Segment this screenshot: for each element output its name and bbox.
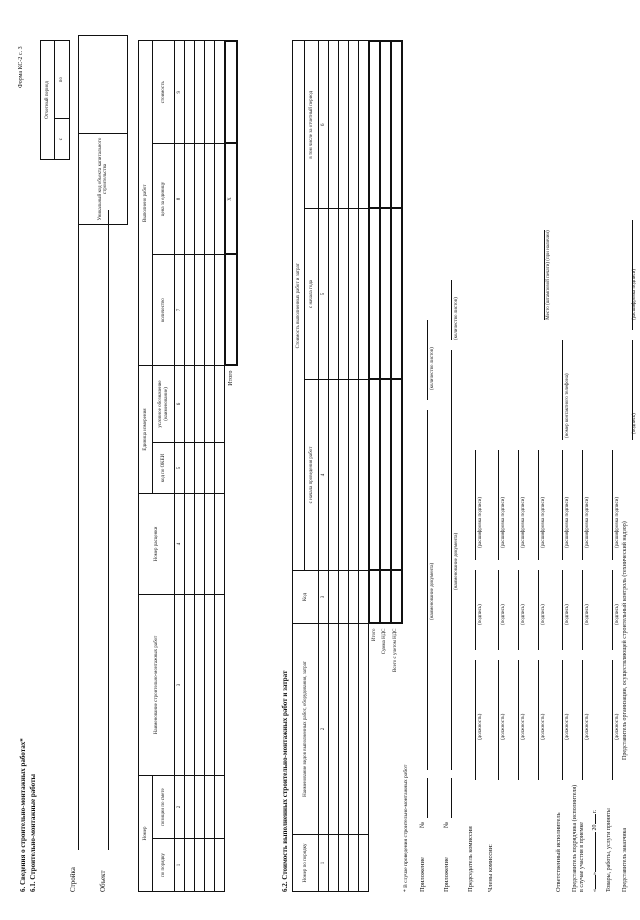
period-to: по [55,41,70,119]
stroika-label: Стройка [69,867,77,892]
object-label: Объект [99,870,107,892]
table-row [205,41,215,892]
th-62-from-start-year: с начала года [305,209,319,380]
stroika-line [78,210,79,850]
attachment-1-num: № [419,821,426,828]
total-vat-row [391,41,402,892]
reporting-period-box [40,40,70,160]
attachment-2-label: Приложение [443,857,450,892]
stamp-caption: Место (штамповой печати) (при наличии) [546,230,551,320]
table-row [215,41,225,892]
table-row [359,41,369,892]
th-by-order: по порядку [153,839,175,892]
responsible-label: Ответственный исполнитель [555,812,562,892]
table-row [185,41,195,892]
attachment-1-label: Приложение [419,857,426,892]
row-total: Итого [371,628,377,642]
period-from: с [55,119,70,160]
table-row [329,41,339,892]
table-cost-summary [292,40,403,892]
table-construction-works [138,40,238,892]
vat-row [380,41,391,892]
th-62-cost-group: Стоимость выполненных работ и затрат [293,41,305,571]
table-total-row [225,41,237,892]
row-total-vat: Всего с учетом НДС [393,628,399,673]
contractor-rep-label: Представитель подрядчика (исполнителя) в случае участия в приемке [572,784,586,892]
section6-title: 6. Сведения о строительно-монтажных работах* [19,738,27,892]
th-number: Номер [139,776,153,892]
rotated-form-content: 6. Сведения о строительно-монтажных работах* 6.1. Строительно-монтажные работы Форма КС-2 с. 3 Отчетный период с по Стройка Объект Уникальный код объекта капитального строительства Номер Наименование строительно-монтажных работ Номер расценки Единица измерения Выполнено работ по порядку позиции по смете код по ОКЕИ условное обозначение (наименование) количество цена за единицу стоимость 1 2 3 4 5 6 7 8 9 Итого Х 6.2. Стоимость выполненных строительно-монтажных работ и затрат Номер по порядку Наименование видов выполненных работ, оборудования, затрат Код Стоимость выполненных работ и затрат с начала проведения работ с начала года в том числе за отчетный период 1 2 3 4 5 6 Итого Сумма НДС Всего с учетом НДС * В случае проведения строительно-монтажных работ Приложение № (наименование документа) (количество листов) Приложение № (наименование документа) (количество листов) Председатель комиссии (должность) (подпись) (расшифровка подписи) Члены комиссии: (должность) (подпись) (расшифровка подписи) (должность) (подпись) (расшифровка подписи) (должность) (подпись) (расшифровка подписи) Ответственный исполнитель (должность) (подпись) (расшифровка подписи) (номер контактного телефона) Место (штамповой печати) (при наличии) Представитель подрядчика (исполнителя) в случае участия в приемке (должность) (подпись) (расшифровка подписи) «» 20 г. Товары, работы, услуги приняты (должность) (подпись) (расшифровка подписи) Представитель заказчика Представитель организации, осуществляющей строительный контроль (технический надзор) (подпись) (расшифровка подписи) [0,0,640,920]
attachment-2-sheets: (количество листов) [454,297,459,340]
chair-label: Председатель комиссии [467,826,474,892]
th-unit-name: условное обозначение (наименование) [153,366,175,443]
total-label: Итого [227,370,234,386]
th-unit: Единица измерения [139,366,153,494]
section61-title: 6.1. Строительно-монтажные работы [29,774,37,892]
table-row [195,41,205,892]
date-line-1: «» 20 г. [592,809,598,892]
th-okei: код по ОКЕИ [153,443,175,494]
th-62-code: Код [293,571,319,624]
attachment-2-num: № [443,821,450,828]
unique-code-box [78,35,128,225]
object-line [108,210,109,850]
control-sign-caption: (подпись) [632,413,637,434]
members-label: Члены комиссии: [487,844,494,892]
th-rate-number: Номер расценки [139,494,175,595]
attachment-1-caption: (наименование документа) [430,562,435,620]
th-62-period: в том числе за отчетный период [305,41,319,209]
attachment-1-sheets: (количество листов) [430,347,435,390]
row-vat: Сумма НДС [382,628,388,655]
footnote: * В случае проведения строительно-монтажных работ [403,764,409,892]
unique-code-value [79,36,128,134]
control-decode-caption: (расшифровка подписи) [632,268,637,320]
th-performed: Выполнено работ [139,41,153,366]
th-quantity: количество [153,255,175,366]
period-title: Отчетный период [41,41,55,160]
table-row: 1 2 3 4 5 6 7 8 9 [175,41,185,892]
construction-control-label: Представитель организации, осуществляющей строительный контроль (технический надзор) [622,521,628,760]
table-row: 1 2 3 4 5 6 [319,41,329,892]
section62-title: 6.2. Стоимость выполненных строительно-монтажных работ и затрат [281,670,289,892]
x-mark: Х [225,144,237,255]
attachment-2-caption: (наименование документа) [454,532,459,590]
total-row [369,41,380,892]
table-row [349,41,359,892]
th-62-number: Номер по порядку [293,835,319,892]
th-price: цена за единицу [153,144,175,255]
phone-caption: (номер контактного телефона) [565,373,570,438]
th-62-from-start-work: с начала проведения работ [305,380,319,571]
form-label: Форма КС-2 с. 3 [18,46,24,88]
th-work-name: Наименование строительно-монтажных работ [139,595,175,776]
table-row [339,41,349,892]
unique-code-label: Уникальный код объекта капитального строительства [79,134,128,225]
th-62-name: Наименование видов выполненных работ, оборудования, затрат [293,624,319,835]
th-by-estimate: позиции по смете [153,776,175,839]
customer-rep-label: Представитель заказчика [622,827,628,892]
th-cost: стоимость [153,41,175,144]
goods-received-label: Товары, работы, услуги приняты [606,808,612,892]
